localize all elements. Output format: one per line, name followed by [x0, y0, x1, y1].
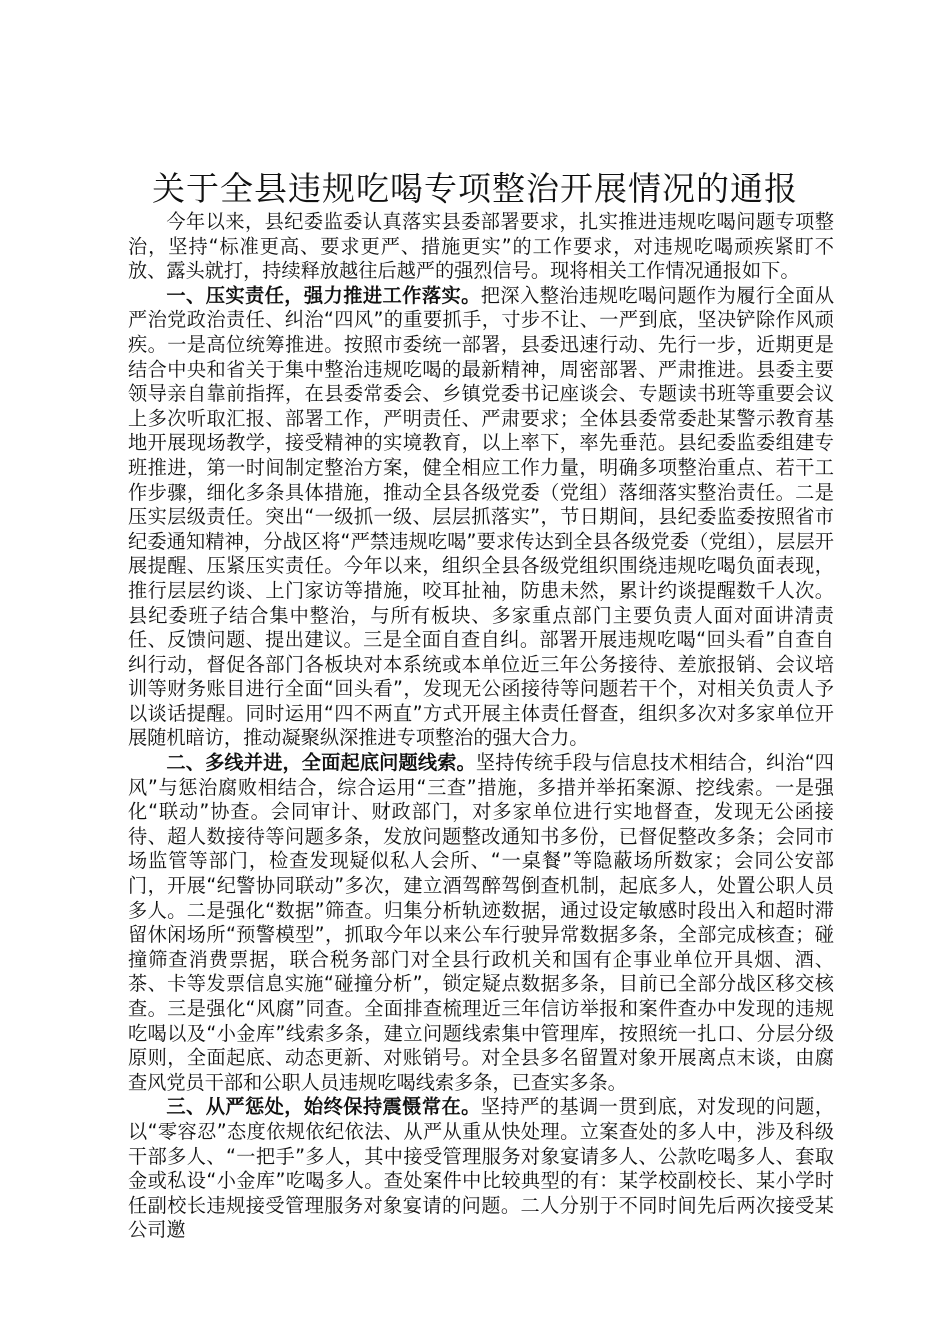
- intro-paragraph: [128, 210, 834, 284]
- document-body: [128, 210, 834, 1243]
- section-one-text: 把深入整治违规吃喝问题作为履行全面从严治党政治责任、纠治“四风”的重要抓手，寸步不让、一严到底，坚决铲除作风顽疾。一是高位统筹推进。按照市委统一部署，县委迅速行动、先行一步，近期更是结合中央和省关于集中整治违规吃喝的最新精神，周密部署、严肃推进。县委主要领导亲自靠前指挥，在县委常委会、乡镇党委书记座谈会、专题读书班等重要会议上多次听取汇报、部署工作，严明责任、严肃要求；全体县委常委赴某警示教育基地开展现场教学，接受精神的实境教育，以上率下，率先垂范。县纪委监委组建专班推进，第一时间制定整治方案，健全相应工作力量，明确多项整治重点、若干工作步骤，细化多条具体措施，推动全县各级党委（党组）落细落实整治责任。二是压实层级责任。突出“一级抓一级、层层抓落实”，节日期间，县纪委监委按照省市纪委通知精神，分战区将“严禁违规吃喝”要求传达到全县各级党委（党组），层层开展提醒、压紧压实责任。今年以来，组织全县各级党组织围绕违规吃喝负面表现，推行层层约谈、上门家访等措施，咬耳扯袖，防患未然，累计约谈提醒数千人次。县纪委班子结合集中整治，与所有板块、多家重点部门主要负责人面对面讲清责任、反馈问题、提出建议。三是全面自查自纠。部署开展违规吃喝“回头看”自查自纠行动，督促各部门各板块对本系统或本单位近三年公务接待、差旅报销、会议培训等财务账目进行全面“回头看”，发现无公函接待等问题若干个，对相关负责人予以谈话提醒。同时运用“四不两直”方式开展主体责任督查，组织多次对多家单位开展随机暗访，推动凝聚纵深推进专项整治的强大合力。: [128, 283, 835, 750]
- intro-text: 今年以来，县纪委监委认真落实县委部署要求，扎实推进违规吃喝问题专项整治，坚持“标准更高、要求更严、措施更实”的工作要求，对违规吃喝顽疾紧盯不放、露头就打，持续释放越往后越严的强烈信号。现将相关工作情况通报如下。: [128, 210, 834, 283]
- section-three-heading: 三、从严惩处，始终保持震慑常在。: [166, 1095, 481, 1119]
- section-three-text: 坚持严的基调一贯到底，对发现的问题，以“零容忍”态度依规依纪依法、从严从重从快处理。立案查处的多人中，涉及科级干部多人、“一把手”多人，其中接受管理服务对象宴请多人、公款吃喝多人、套取金或私设“小金库”吃喝多人。查处案件中比较典型的有：某学校副校长、某小学时任副校长违规接受管理服务对象宴请的问题。二人分别于不同时间先后两次接受某公司邀: [128, 1095, 835, 1242]
- section-one-heading: 一、压实责任，强力推进工作落实。: [166, 283, 481, 307]
- section-two-heading: 二、多线并进，全面起底问题线索。: [166, 751, 476, 775]
- section-two-text: 坚持传统手段与信息技术相结合，纠治“四风”与惩治腐败相结合，综合运用“三查”措施，多措并举拓案源、挖线索。一是强化“联动”协查。会同审计、财政部门，对多家单位进行实地督查，发现无公函接待、超人数接待等问题多条，发放问题整改通知书多份，已督促整改多条；会同市场监管等部门，检查发现疑似私人会所、“一桌餐”等隐蔽场所数家；会同公安部门，开展“纪警协同联动”多次，建立酒驾醉驾倒查机制，起底多人，处置公职人员多人。二是强化“数据”筛查。归集分析轨迹数据，通过设定敏感时段出入和超时滞留休闲场所“预警模型”，抓取今年以来公车行驶异常数据多条，全部完成核查；碰撞筛查消费票据，联合税务部门对全县行政机关和国有企事业单位开具烟、酒、茶、卡等发票信息实施“碰撞分析”，锁定疑点数据多条，目前已全部分战区移交核查。三是强化“风腐”同查。全面排查梳理近三年信访举报和案件查办中发现的违规吃喝以及“小金库”线索多条，建立问题线索集中管理库，按照统一扎口、分层分级原则，全面起底、动态更新、对账销号。对全县多名留置对象开展离点末谈，由腐查风党员干部和公职人员违规吃喝线索多条，已查实多条。: [128, 751, 834, 1094]
- section-two-paragraph: [128, 751, 834, 1095]
- document-title: 关于全县违规吃喝专项整治开展情况的通报: [152, 169, 798, 208]
- section-one-paragraph: [128, 284, 834, 751]
- section-three-paragraph: [128, 1095, 834, 1243]
